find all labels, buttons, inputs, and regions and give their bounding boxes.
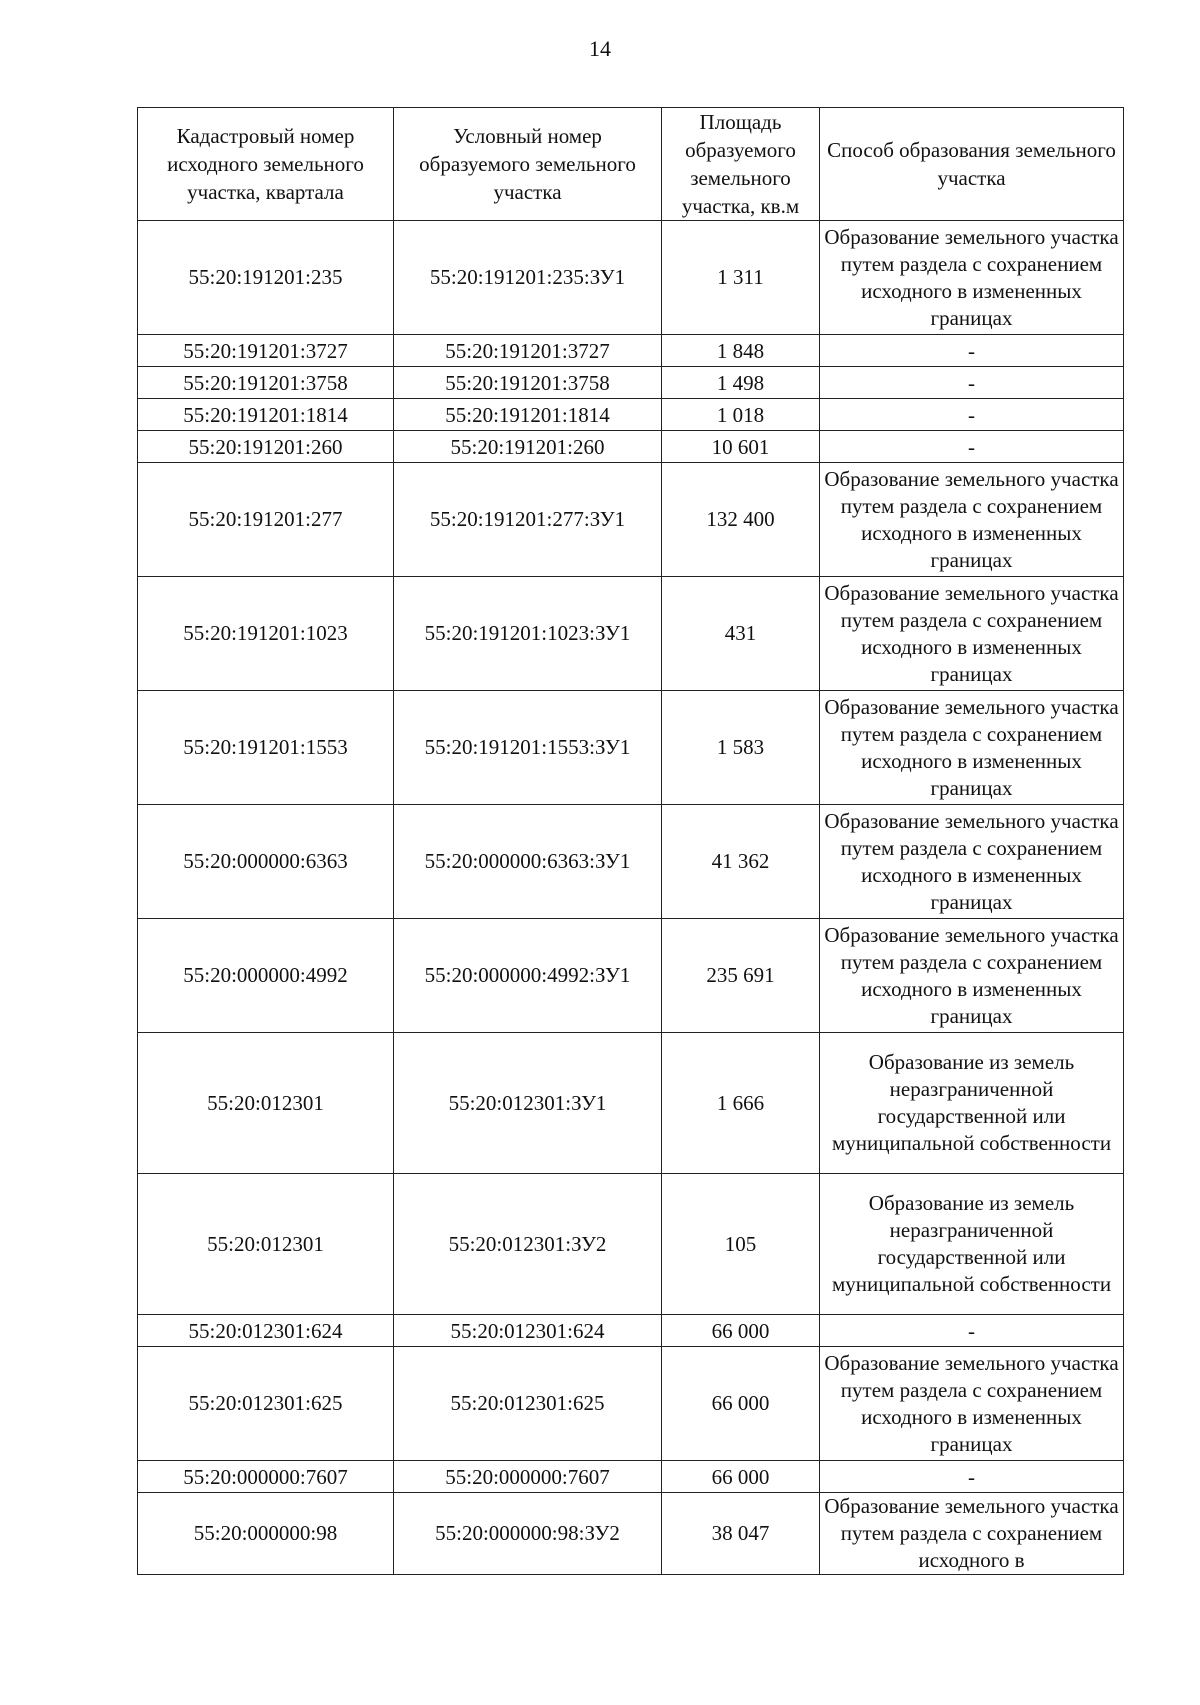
header-source-cadastral-number: Кадастровый номер исходного земельного участка, квартала xyxy=(138,108,394,221)
land-plots-table xyxy=(137,107,1124,1575)
source-cadastral-number: 55:20:012301 xyxy=(138,1174,394,1315)
table-row xyxy=(138,335,1124,367)
area-value: 41 362 xyxy=(662,805,820,919)
area-value: 66 000 xyxy=(662,1461,820,1493)
source-cadastral-number: 55:20:012301:625 xyxy=(138,1347,394,1461)
conditional-number: 55:20:191201:277:ЗУ1 xyxy=(394,463,662,577)
table-row xyxy=(138,691,1124,805)
source-cadastral-number: 55:20:191201:3758 xyxy=(138,367,394,399)
table-row xyxy=(138,1493,1124,1575)
source-cadastral-number: 55:20:000000:98 xyxy=(138,1493,394,1575)
formation-method: - xyxy=(820,399,1124,431)
conditional-number: 55:20:191201:260 xyxy=(394,431,662,463)
table-row xyxy=(138,919,1124,1033)
formation-method: - xyxy=(820,1461,1124,1493)
formation-method: Образование земельного участка путем раздела с сохранением исходного в измененных границах xyxy=(820,577,1124,691)
area-value: 1 018 xyxy=(662,399,820,431)
header-formation-method: Способ образования земельного участка xyxy=(820,108,1124,221)
conditional-number: 55:20:012301:624 xyxy=(394,1315,662,1347)
area-value: 1 583 xyxy=(662,691,820,805)
formation-method: Образование земельного участка путем раздела с сохранением исходного в измененных границах xyxy=(820,221,1124,335)
source-cadastral-number: 55:20:191201:260 xyxy=(138,431,394,463)
area-value: 10 601 xyxy=(662,431,820,463)
source-cadastral-number: 55:20:191201:235 xyxy=(138,221,394,335)
conditional-number: 55:20:000000:4992:ЗУ1 xyxy=(394,919,662,1033)
header-conditional-number: Условный номер образуемого земельного участка xyxy=(394,108,662,221)
source-cadastral-number: 55:20:191201:1814 xyxy=(138,399,394,431)
conditional-number: 55:20:191201:1553:ЗУ1 xyxy=(394,691,662,805)
area-value: 1 498 xyxy=(662,367,820,399)
conditional-number: 55:20:191201:1814 xyxy=(394,399,662,431)
source-cadastral-number: 55:20:191201:277 xyxy=(138,463,394,577)
area-value: 66 000 xyxy=(662,1315,820,1347)
area-value: 1 848 xyxy=(662,335,820,367)
conditional-number: 55:20:191201:235:ЗУ1 xyxy=(394,221,662,335)
area-value: 235 691 xyxy=(662,919,820,1033)
table-row xyxy=(138,1461,1124,1493)
conditional-number: 55:20:191201:1023:ЗУ1 xyxy=(394,577,662,691)
conditional-number: 55:20:191201:3727 xyxy=(394,335,662,367)
page-number: 14 xyxy=(589,36,611,61)
formation-method: Образование земельного участка путем раздела с сохранением исходного в xyxy=(820,1493,1124,1575)
conditional-number: 55:20:012301:625 xyxy=(394,1347,662,1461)
table-row xyxy=(138,577,1124,691)
area-value: 1 311 xyxy=(662,221,820,335)
source-cadastral-number: 55:20:191201:1553 xyxy=(138,691,394,805)
conditional-number: 55:20:000000:6363:ЗУ1 xyxy=(394,805,662,919)
header-area: Площадь образуемого земельного участка, кв.м xyxy=(662,108,820,221)
source-cadastral-number: 55:20:000000:7607 xyxy=(138,1461,394,1493)
formation-method: Образование земельного участка путем раздела с сохранением исходного в измененных границах xyxy=(820,463,1124,577)
formation-method: - xyxy=(820,335,1124,367)
table-row xyxy=(138,1347,1124,1461)
formation-method: Образование земельного участка путем раздела с сохранением исходного в измененных границах xyxy=(820,691,1124,805)
formation-method: - xyxy=(820,1315,1124,1347)
formation-method: Образование из земель неразграниченной государственной или муниципальной собственности xyxy=(820,1174,1124,1315)
conditional-number: 55:20:012301:ЗУ2 xyxy=(394,1174,662,1315)
table-row xyxy=(138,221,1124,335)
table-header-row xyxy=(138,108,1124,221)
area-value: 105 xyxy=(662,1174,820,1315)
table-row xyxy=(138,399,1124,431)
formation-method: Образование земельного участка путем раздела с сохранением исходного в измененных границах xyxy=(820,1347,1124,1461)
formation-method: Образование из земель неразграниченной государственной или муниципальной собственности xyxy=(820,1033,1124,1174)
area-value: 132 400 xyxy=(662,463,820,577)
formation-method: Образование земельного участка путем раздела с сохранением исходного в измененных границах xyxy=(820,805,1124,919)
table-row xyxy=(138,1315,1124,1347)
area-value: 38 047 xyxy=(662,1493,820,1575)
table-row xyxy=(138,1174,1124,1315)
conditional-number: 55:20:191201:3758 xyxy=(394,367,662,399)
source-cadastral-number: 55:20:012301:624 xyxy=(138,1315,394,1347)
source-cadastral-number: 55:20:000000:6363 xyxy=(138,805,394,919)
table-row xyxy=(138,805,1124,919)
table-row xyxy=(138,431,1124,463)
table-row xyxy=(138,463,1124,577)
area-value: 66 000 xyxy=(662,1347,820,1461)
formation-method: Образование земельного участка путем раздела с сохранением исходного в измененных границах xyxy=(820,919,1124,1033)
formation-method: - xyxy=(820,367,1124,399)
source-cadastral-number: 55:20:012301 xyxy=(138,1033,394,1174)
table-row xyxy=(138,1033,1124,1174)
area-value: 431 xyxy=(662,577,820,691)
source-cadastral-number: 55:20:191201:3727 xyxy=(138,335,394,367)
conditional-number: 55:20:012301:ЗУ1 xyxy=(394,1033,662,1174)
formation-method: - xyxy=(820,431,1124,463)
area-value: 1 666 xyxy=(662,1033,820,1174)
conditional-number: 55:20:000000:98:ЗУ2 xyxy=(394,1493,662,1575)
source-cadastral-number: 55:20:000000:4992 xyxy=(138,919,394,1033)
source-cadastral-number: 55:20:191201:1023 xyxy=(138,577,394,691)
conditional-number: 55:20:000000:7607 xyxy=(394,1461,662,1493)
table-row xyxy=(138,367,1124,399)
